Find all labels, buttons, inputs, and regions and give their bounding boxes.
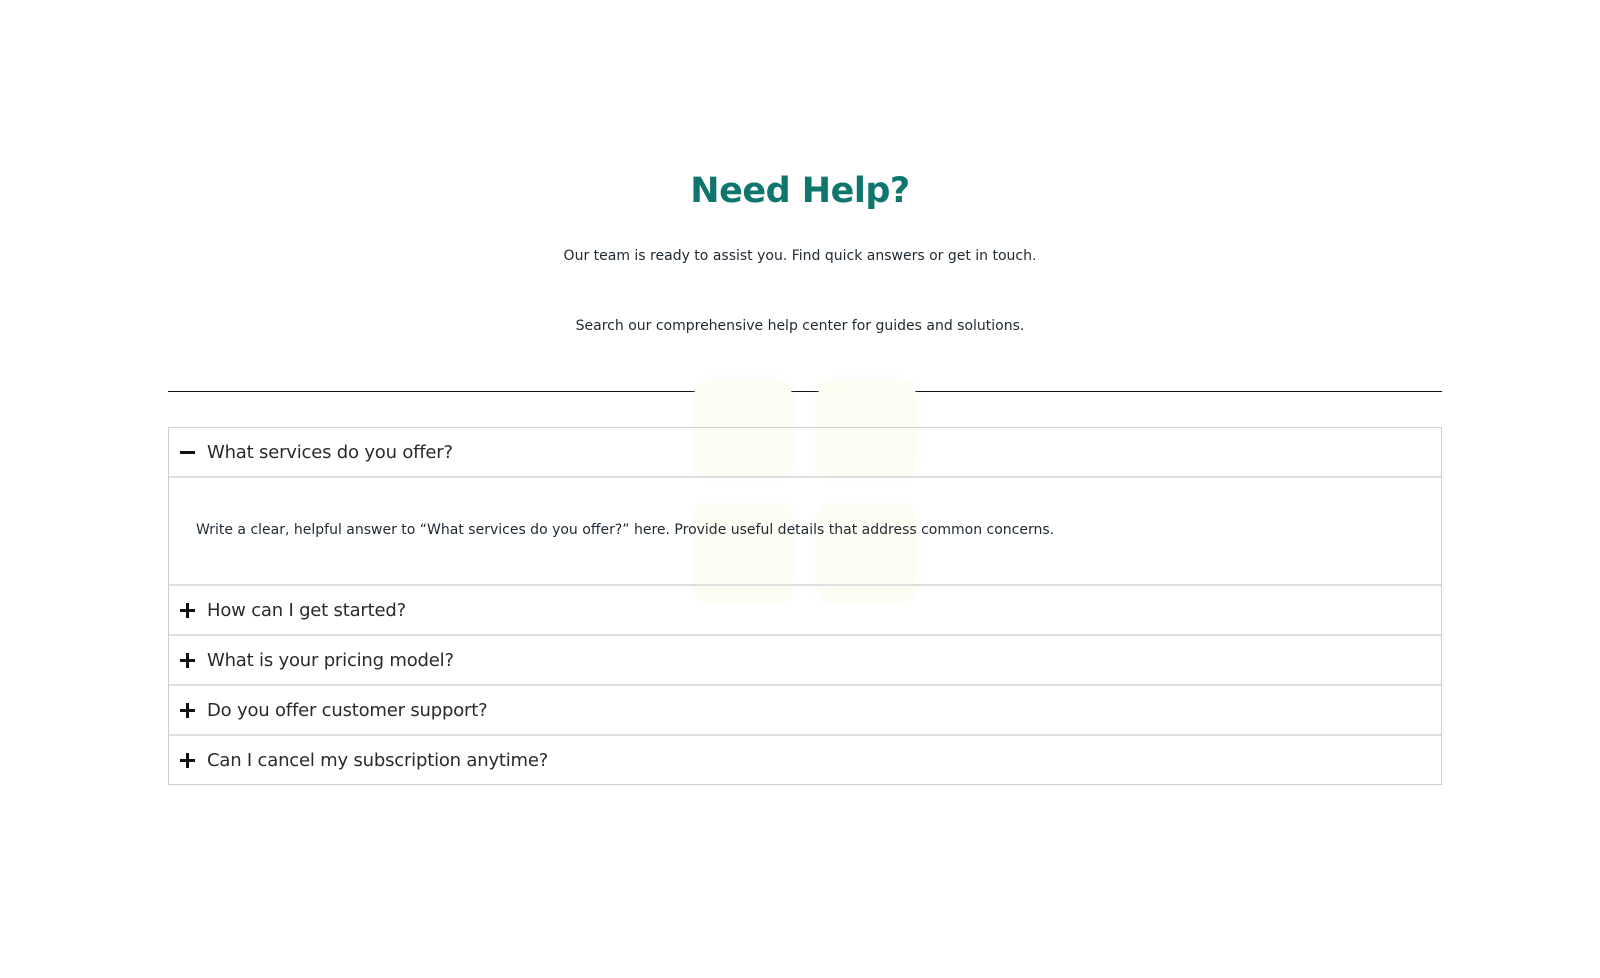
faq-accordion (168, 427, 1442, 785)
plus-icon (180, 603, 195, 618)
page-subtitle: Our team is ready to assist you. Find quick answers or get in touch. (563, 248, 1037, 264)
faq-answer-text: Write a clear, helpful answer to “What services do you offer?” here. Provide useful details that address common concerns. (196, 522, 1055, 538)
faq-question-text: Can I cancel my subscription anytime? (207, 750, 549, 771)
faq-item (169, 634, 1441, 684)
faq-question-toggle[interactable] (169, 428, 1441, 476)
faq-item (169, 734, 1441, 784)
faq-item (169, 428, 1441, 584)
plus-icon (180, 753, 195, 768)
minus-icon (180, 445, 195, 460)
search-help-text: Search our comprehensive help center for guides and solutions. (575, 318, 1025, 334)
faq-item (169, 584, 1441, 634)
faq-item (169, 684, 1441, 734)
faq-question-toggle[interactable] (169, 736, 1441, 784)
plus-icon (180, 653, 195, 668)
page-title: Need Help? (690, 171, 910, 211)
faq-question-text: Do you offer customer support? (207, 700, 488, 721)
faq-question-text: What services do you offer? (207, 442, 453, 463)
faq-question-toggle[interactable] (169, 686, 1441, 734)
faq-question-toggle[interactable] (169, 586, 1441, 634)
faq-question-toggle[interactable] (169, 636, 1441, 684)
faq-question-text: What is your pricing model? (207, 650, 454, 671)
plus-icon (180, 703, 195, 718)
faq-answer (169, 476, 1441, 584)
faq-question-text: How can I get started? (207, 600, 406, 621)
